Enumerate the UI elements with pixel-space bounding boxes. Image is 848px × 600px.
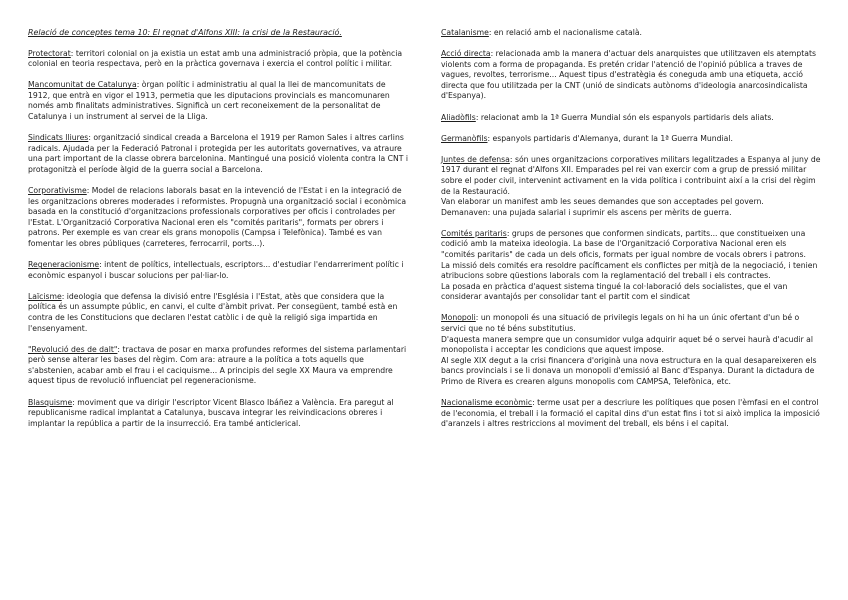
definition-paragraph	[441, 356, 821, 388]
document-title: Relació de conceptes tema 10: El regnat d'Alfons XIII: la crisi de la Restauració.	[28, 28, 342, 37]
definition-text: La posada en pràctica d'aquest sistema tingué la col·laboració dels socialistes, que el van considerar avantajós per consolidar tant el partit com el sindicat	[441, 281, 788, 302]
concept-entry	[441, 49, 821, 102]
definition-text: : moviment que va dirigir l'escriptor Vicent Blasco Ibáñez a València. Era paregut al republicanisme radical implantat a Catalunya, buscava integrar les reivindicacions obreres i implantar la república a partir de la insurrecció. Era també anticlerical.	[28, 397, 394, 428]
definition-text: : relacionat amb la 1ª Guerra Mundial són els espanyols partidaris dels aliats.	[475, 112, 774, 122]
definition-paragraph	[441, 335, 821, 356]
concept-entry	[28, 345, 410, 387]
definition-paragraph	[441, 155, 821, 197]
definition-paragraph	[441, 49, 821, 102]
concept-entry	[441, 155, 821, 219]
definition-text: : terme usat per a descriure les polítiques que posen l'èmfasi en el control de l'economia, el treball i la formació el capital dins d'un estat fins i tot si això implica la imposició d'aranzels i altres restriccions al moviment del treball, els béns i el capital.	[441, 398, 820, 429]
definition-paragraph	[28, 292, 410, 334]
definition-text: : un monopoli és una situació de privilegis legals on hi ha un únic ofertant d'un bé o servici que no té béns substitutius.	[441, 313, 800, 334]
concept-entry	[441, 229, 821, 303]
concept-entry	[441, 313, 821, 387]
concept-term: Laïcisme	[28, 291, 62, 301]
definition-paragraph	[28, 345, 410, 387]
definition-text: : relacionada amb la manera d'actuar dels anarquistes que utilitzaven els atemptats violents com a forma de propaganda. Es pretén cridar l'atenció de l'opinió pública a traves de vagues, revoltes, terrorisme... Aquest tipus d'estratègia és coneguda amb una etiqueta, acció directa que fou utilitzada per la CNT (unió de sindicats autònoms d'ideologia anarcosindicalista d'Espanya).	[441, 49, 816, 101]
concept-entry	[28, 186, 410, 250]
definition-paragraph	[441, 113, 821, 124]
concept-term: Germanòfils	[441, 133, 488, 143]
concept-term: Aliadòfils	[441, 112, 476, 122]
concept-entry	[28, 133, 410, 175]
concept-entry	[28, 292, 410, 334]
concept-term: Juntes de defensa	[441, 154, 510, 164]
concept-term: Blasquisme	[28, 397, 73, 407]
concept-entry	[441, 28, 821, 39]
concept-term: Nacionalisme econòmic	[441, 398, 533, 408]
concept-entry	[441, 134, 821, 145]
definition-text: : intent de polítics, intellectuals, escriptors... d'estudiar l'endarreriment polític i econòmic espanyol i buscar solucions per pal·liar-lo.	[28, 260, 404, 280]
right-column	[441, 28, 821, 440]
concept-entry	[441, 398, 821, 430]
concept-entry	[28, 260, 410, 281]
definition-text: : en relació amb el nacionalisme català.	[488, 28, 643, 37]
right-entries	[441, 28, 821, 430]
definition-text: Demanaven: una pujada salarial i suprimir els ascens per mèrits de guerra.	[441, 207, 732, 217]
definition-paragraph	[441, 229, 821, 261]
definition-text: : organització sindical creada a Barcelona el 1919 per Ramon Sales i altres carlins radicals. Ajudada per la Federació Patronal i protegida per les autoritats governatives, va atraure una part important de la classe obrera barcelonina. Mantingué una posició violenta contra la CNT i protagonitzà el període àlgid de la guerra social a Barcelona.	[28, 133, 409, 174]
definition-paragraph	[441, 282, 821, 303]
concept-entry	[441, 113, 821, 124]
concept-term: Regeneracionisme	[28, 260, 100, 270]
definition-paragraph	[441, 28, 821, 39]
definition-paragraph	[28, 186, 410, 250]
left-entries	[28, 49, 410, 430]
concept-entry	[28, 398, 410, 430]
definition-paragraph	[441, 197, 821, 208]
definition-paragraph	[441, 134, 821, 145]
concept-term: Sindicats lliures	[28, 133, 89, 143]
definition-paragraph	[441, 261, 821, 282]
definition-text: : òrgan polític i administratiu al qual la llei de mancomunitats de 1912, que entrà en vigor el 1913, permetia que les diputacions provincials es mancomunaren només amb finalitats administratives. Significà un cert reconeixement de la personalitat de Catalunya i un instrument al servei de la Lliga.	[28, 80, 390, 122]
definition-text: : són unes organitzacions corporatives militars legalitzades a Espanya al juny de 1917 durant el regnat d'Alfons XII. Emparades pel rei van exercir com a grup de pressió militar sobre el poder civil, intervenint activament en la vida política i contribuint així a la crisi del règim de la Restauració.	[441, 154, 821, 196]
definition-paragraph	[28, 398, 410, 430]
concept-entry	[28, 80, 410, 122]
concept-term: Comités paritaris	[441, 228, 507, 238]
definition-paragraph	[28, 260, 410, 281]
definition-text: : tractava de posar en marxa profundes reformes del sistema parlamentari però sense alterar les bases del règim. Com ara: atraure a la política a tots aquells que s'abstenien, acabar amb el frau i el caciquisme... A principis del segle XX Maura va emprendre aquest tipus de revolució influenciat pel regeneracionisme.	[28, 344, 407, 386]
concept-term: Monopoli	[441, 313, 476, 323]
concept-term: Protectorat	[28, 48, 71, 58]
definition-text: : espanyols partidaris d'Alemanya, durant la 1ª Guerra Mundial.	[487, 133, 733, 143]
definition-text: Al segle XIX degut a la crisi financera d'originà una nova estructura en la qual desapareixeren els bancs provincials i se li donava un monopoli d'emissió al Banc d'Espanya. Durant la dictadura de Primo de Rivera es crearen alguns monopolis com CAMPSA, Telefònica, etc.	[441, 355, 817, 387]
definition-text: Van elaborar un manifest amb les seues demandes que son acceptades pel govern.	[441, 197, 764, 207]
concept-term: "Revolució des de dalt"	[28, 344, 118, 354]
definition-paragraph	[28, 49, 410, 70]
concept-term: Corporativisme	[28, 186, 87, 196]
definition-text: La missió dels comités era resoldre pacíficament els conflictes per mitjà de la negociació, i tenien atribucions sobre qüestions laborals com la reglamentació del treball i els contractes.	[441, 260, 818, 281]
concept-term: Mancomunitat de Catalunya	[28, 80, 137, 90]
definition-paragraph	[441, 208, 821, 219]
definition-paragraph	[28, 80, 410, 122]
definition-text: : Model de relacions laborals basat en la intevenció de l'Estat i en la integració de les organitzacions obreres moderades i reformistes. Propugnà una organització social i econòmica basada en la constitució d'organitzacions professionals corporatives per oficis i controlades per l'Estat. L'Organització Corporativa Nacional eren els "comités paritaris", formats per obrers i patrons. Per exemple es van crear els grans monopolis (Campsa i Telefònica). També es van fomentar les obres públiques (carreteres, ferrocarril, ports...).	[28, 186, 407, 248]
definition-paragraph	[441, 313, 821, 334]
concept-term: Acció directa	[441, 49, 491, 59]
definition-text: D'aquesta manera sempre que un consumidor vulga adquirir aquet bé o servei haurà d'acudir al monopolista i acceptar les condicions que aquest impose.	[441, 334, 814, 355]
left-column	[28, 28, 410, 440]
definition-text: : grups de persones que conformen sindicats, partits... que constitueixen una codició amb la mateixa ideologia. La base de l'Organització Corporativa Nacional eren els "comités paritaris" de cada un dels oficis, formats per igual nombre de vocals obrers i patrons.	[441, 228, 806, 259]
definition-paragraph	[28, 133, 410, 175]
definition-text: : territori colonial on ja existia un estat amb una administració pròpia, que la potència colonial en teoria respectava, però en la pràctica governava i exercia el control polític i militar.	[28, 48, 403, 69]
concept-term: Catalanisme	[441, 28, 489, 37]
concept-entry	[28, 49, 410, 70]
definition-text: : ideologia que defensa la divisió entre l'Església i l'Estat, atès que considera que la política és un assumpte públic, en canvi, el culte d'àmbit privat. Per consegüent, també està en contra de les Constitucions que declaren l'estat catòlic i de què la religió siga impartida en l'ensenyament.	[28, 291, 398, 333]
definition-paragraph	[441, 398, 821, 430]
